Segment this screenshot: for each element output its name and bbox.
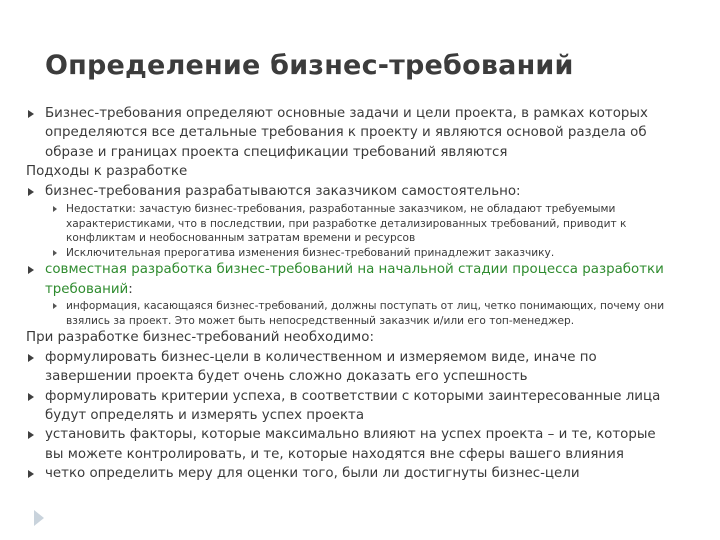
slide-content (0, 104, 720, 484)
bullet-arrow-icon (28, 110, 34, 118)
bullet-item (0, 260, 720, 299)
bullet-arrow-icon (28, 431, 34, 439)
bullet-item (0, 387, 720, 426)
bullet-arrow-icon (53, 206, 57, 212)
bullet-arrow-icon (28, 393, 34, 401)
bullet-item (0, 348, 720, 387)
bullet-arrow-icon (28, 354, 34, 362)
section-heading (0, 328, 720, 347)
bullet-item (0, 104, 720, 162)
section-heading (0, 162, 720, 181)
bullet-text: четко определить меру для оценки того, были ли достигнуты бизнес-цели (45, 466, 580, 482)
sub-bullet-item (0, 202, 720, 246)
bullet-text: формулировать бизнес-цели в количественном и измеряемом виде, иначе по завершении проекта будет очень сложно доказать его успешность (45, 349, 597, 385)
bullet-item (0, 182, 720, 201)
sub-bullet-text: Исключительная прерогатива изменения бизнес-требований принадлежит заказчику. (66, 246, 555, 259)
section-heading-text: При разработке бизнес-требований необходимо: (26, 330, 374, 346)
bullet-text-suffix: : (128, 281, 133, 297)
sub-bullet-item (0, 299, 720, 328)
slide-title: Определение бизнес-требований (45, 50, 574, 81)
section-heading-text: Подходы к разработке (26, 164, 188, 180)
bullet-item (0, 464, 720, 483)
sub-bullet-text: информация, касающаяся бизнес-требований, должны поступать от лиц, четко понимающих, почему они взялись за проект. Это может быть непосредственный заказчик и/или его топ-менеджер. (66, 300, 665, 327)
corner-arrow-icon (34, 510, 44, 526)
bullet-arrow-icon (53, 250, 57, 256)
bullet-arrow-icon (28, 470, 34, 478)
bullet-text: формулировать критерии успеха, в соответствии с которыми заинтересованные лица будут определять и измерять успех проекта (45, 388, 661, 424)
bullet-arrow-icon (28, 266, 34, 274)
bullet-text: бизнес-требования разрабатываются заказчиком самостоятельно: (45, 183, 521, 199)
bullet-arrow-icon (53, 303, 57, 309)
bullet-text: установить факторы, которые максимально влияют на успех проекта – и те, которые вы можете контролировать, и те, которые находятся вне сферы вашего влияния (45, 427, 656, 462)
sub-bullet-item (0, 246, 720, 261)
bullet-text: Бизнес-требования определяют основные задачи и цели проекта, в рамках которых определяются все детальные требования к проекту и являются основой раздела об образе и границах проекта спецификации требований являются (45, 106, 648, 160)
bullet-item (0, 425, 720, 464)
sub-bullet-text: Недостатки: зачастую бизнес-требования, разработанные заказчиком, не обладают требуемыми характеристиками, что в последствии, при разработке детализированных требований, приводит к конфликтам и необоснованным затратам времени и ресурсов (66, 203, 627, 245)
bullet-arrow-icon (28, 188, 34, 196)
highlighted-text: совместная разработка бизнес-требований на начальной стадии процесса разработки требований (45, 262, 664, 297)
